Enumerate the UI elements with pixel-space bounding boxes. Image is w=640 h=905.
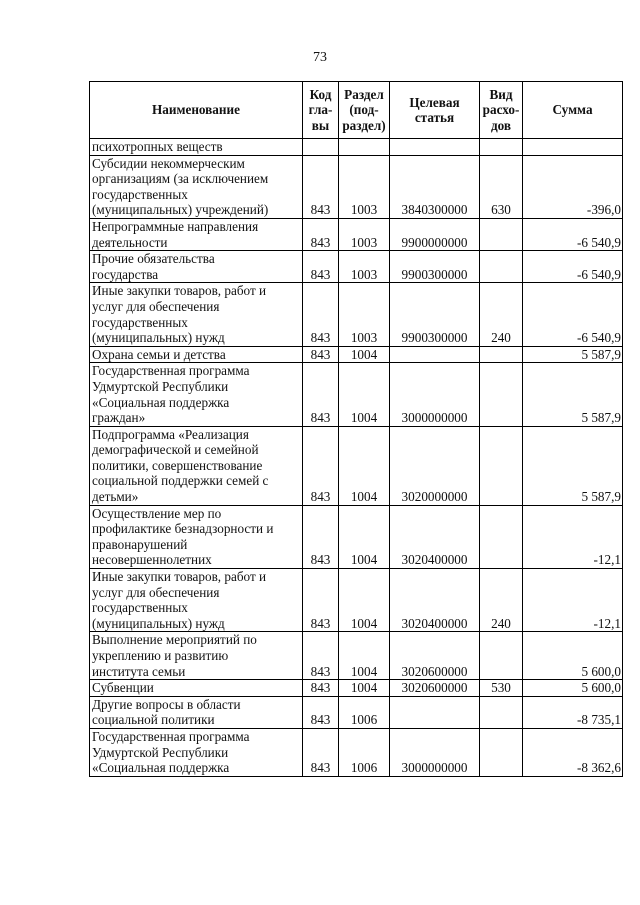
row-name-line: государственных <box>92 314 188 330</box>
row-type <box>480 728 523 776</box>
row-name-line: «Социальная поддержка <box>92 394 230 410</box>
row-target: 3020000000 <box>390 426 480 505</box>
row-amount: -6 540,9 <box>523 283 623 346</box>
row-amount: -6 540,9 <box>523 251 623 283</box>
row-type: 630 <box>480 155 523 218</box>
row-type: 530 <box>480 680 523 697</box>
row-amount: -8 735,1 <box>523 696 623 728</box>
table-row <box>90 728 623 776</box>
row-code: 843 <box>303 680 339 697</box>
row-code <box>303 139 339 156</box>
header-section: Раздел (под- раздел) <box>339 82 390 139</box>
row-name-line: социальной политики <box>92 712 215 728</box>
row-name-line: социальной поддержки семей с <box>92 473 269 489</box>
row-code: 843 <box>303 728 339 776</box>
row-name-line: государства <box>92 266 159 282</box>
row-name-line: (муниципальных) нужд <box>92 330 225 346</box>
row-name-line: услуг для обеспечения <box>92 584 220 600</box>
row-section: 1004 <box>339 363 390 426</box>
row-name-line: Иные закупки товаров, работ и <box>92 283 267 299</box>
row-name <box>90 569 303 632</box>
row-target: 3020400000 <box>390 569 480 632</box>
header-amount: Сумма <box>523 82 623 139</box>
row-amount: 5 600,0 <box>523 632 623 680</box>
row-name-line: государственных <box>92 186 188 202</box>
row-section: 1004 <box>339 569 390 632</box>
row-name <box>90 632 303 680</box>
row-name-line: политики, совершенствование <box>92 457 263 473</box>
header-type: Вид расхо- дов <box>480 82 523 139</box>
row-code: 843 <box>303 155 339 218</box>
row-amount: -12,1 <box>523 505 623 568</box>
budget-table <box>89 81 623 777</box>
row-name-line: Выполнение мероприятий по <box>92 632 257 648</box>
row-name-line: деятельности <box>92 234 168 250</box>
row-name-line: Другие вопросы в области <box>92 696 241 712</box>
row-name-line: профилактике безнадзорности и <box>92 521 274 537</box>
row-name <box>90 139 303 156</box>
row-name-line: института семьи <box>92 663 186 679</box>
row-amount: -6 540,9 <box>523 218 623 250</box>
row-code: 843 <box>303 346 339 363</box>
table-row <box>90 363 623 426</box>
header-code: Код гла- вы <box>303 82 339 139</box>
row-amount: -12,1 <box>523 569 623 632</box>
row-name <box>90 251 303 283</box>
row-target: 9900300000 <box>390 283 480 346</box>
row-name-line: Осуществление мер по <box>92 505 222 521</box>
row-name-line: Субсидии некоммерческим <box>92 155 245 171</box>
row-section: 1006 <box>339 728 390 776</box>
row-target: 3000000000 <box>390 363 480 426</box>
row-code: 843 <box>303 363 339 426</box>
row-name <box>90 728 303 776</box>
row-name-line: организациям (за исключением <box>92 171 269 187</box>
row-type <box>480 251 523 283</box>
table-row <box>90 155 623 218</box>
row-name-line: несовершеннолетних <box>92 552 212 568</box>
table-row <box>90 696 623 728</box>
row-section: 1004 <box>339 505 390 568</box>
row-target <box>390 139 480 156</box>
row-section: 1003 <box>339 155 390 218</box>
row-type <box>480 632 523 680</box>
row-name <box>90 505 303 568</box>
table-row <box>90 569 623 632</box>
row-target: 3840300000 <box>390 155 480 218</box>
row-name-line: укреплению и развитию <box>92 648 229 663</box>
row-name-line: Субвенции <box>92 680 154 696</box>
row-name-line: Удмуртской Республики <box>92 378 229 394</box>
table-body <box>90 139 623 777</box>
row-name <box>90 155 303 218</box>
row-name <box>90 283 303 346</box>
row-name-line: детьми» <box>92 489 139 505</box>
row-code: 843 <box>303 426 339 505</box>
row-name-line: Иные закупки товаров, работ и <box>92 569 267 585</box>
row-section <box>339 139 390 156</box>
row-type <box>480 505 523 568</box>
row-code: 843 <box>303 218 339 250</box>
table-row <box>90 680 623 697</box>
row-type <box>480 426 523 505</box>
row-section: 1004 <box>339 426 390 505</box>
row-amount: 5 587,9 <box>523 363 623 426</box>
row-name-line: государственных <box>92 600 188 616</box>
page-number: 73 <box>313 50 327 65</box>
table-row <box>90 283 623 346</box>
row-name-line: граждан» <box>92 410 146 426</box>
row-type: 240 <box>480 283 523 346</box>
row-name-line: психотропных веществ <box>92 139 223 154</box>
row-name-line: Государственная программа <box>92 363 250 379</box>
row-code: 843 <box>303 696 339 728</box>
table-row <box>90 632 623 680</box>
row-amount: -396,0 <box>523 155 623 218</box>
row-name-line: Государственная программа <box>92 728 250 744</box>
table-row <box>90 139 623 156</box>
row-target: 3020600000 <box>390 680 480 697</box>
row-amount: -8 362,6 <box>523 728 623 776</box>
row-name-line: Прочие обязательства <box>92 251 215 267</box>
row-section: 1003 <box>339 218 390 250</box>
row-type <box>480 218 523 250</box>
row-code: 843 <box>303 505 339 568</box>
row-type: 240 <box>480 569 523 632</box>
row-amount: 5 587,9 <box>523 346 623 363</box>
table-row <box>90 426 623 505</box>
header-target: Целевая статья <box>390 82 480 139</box>
row-amount: 5 600,0 <box>523 680 623 697</box>
row-code: 843 <box>303 283 339 346</box>
row-name-line: Непрограммные направления <box>92 218 259 234</box>
table-row <box>90 251 623 283</box>
row-name-line: Подпрограмма «Реализация <box>92 426 249 442</box>
row-section: 1004 <box>339 632 390 680</box>
row-section: 1004 <box>339 680 390 697</box>
table-row <box>90 505 623 568</box>
row-target: 3020400000 <box>390 505 480 568</box>
row-code: 843 <box>303 632 339 680</box>
row-name-line: Удмуртской Республики <box>92 744 229 760</box>
row-section: 1004 <box>339 346 390 363</box>
row-name <box>90 363 303 426</box>
row-name <box>90 680 303 697</box>
table-header-row <box>90 82 623 139</box>
table-row <box>90 218 623 250</box>
table-row <box>90 346 623 363</box>
row-section: 1003 <box>339 251 390 283</box>
row-amount <box>523 139 623 156</box>
row-type <box>480 363 523 426</box>
row-name <box>90 696 303 728</box>
row-type <box>480 346 523 363</box>
row-code: 843 <box>303 251 339 283</box>
row-name-line: услуг для обеспечения <box>92 298 220 314</box>
row-type <box>480 696 523 728</box>
row-target: 9900000000 <box>390 218 480 250</box>
row-section: 1006 <box>339 696 390 728</box>
row-target <box>390 346 480 363</box>
row-name <box>90 218 303 250</box>
row-target: 3000000000 <box>390 728 480 776</box>
row-amount: 5 587,9 <box>523 426 623 505</box>
row-name-line: демографической и семейной <box>92 442 259 458</box>
row-target: 3020600000 <box>390 632 480 680</box>
row-name <box>90 346 303 363</box>
row-type <box>480 139 523 156</box>
row-name-line: правонарушений <box>92 536 188 552</box>
header-name: Наименование <box>90 82 303 139</box>
row-section: 1003 <box>339 283 390 346</box>
row-name-line: (муниципальных) нужд <box>92 615 225 631</box>
row-target <box>390 696 480 728</box>
row-name <box>90 426 303 505</box>
row-name-line: (муниципальных) учреждений) <box>92 202 269 218</box>
row-name-line: Охрана семьи и детства <box>92 346 226 362</box>
row-code: 843 <box>303 569 339 632</box>
row-target: 9900300000 <box>390 251 480 283</box>
row-name-line: «Социальная поддержка <box>92 760 230 776</box>
